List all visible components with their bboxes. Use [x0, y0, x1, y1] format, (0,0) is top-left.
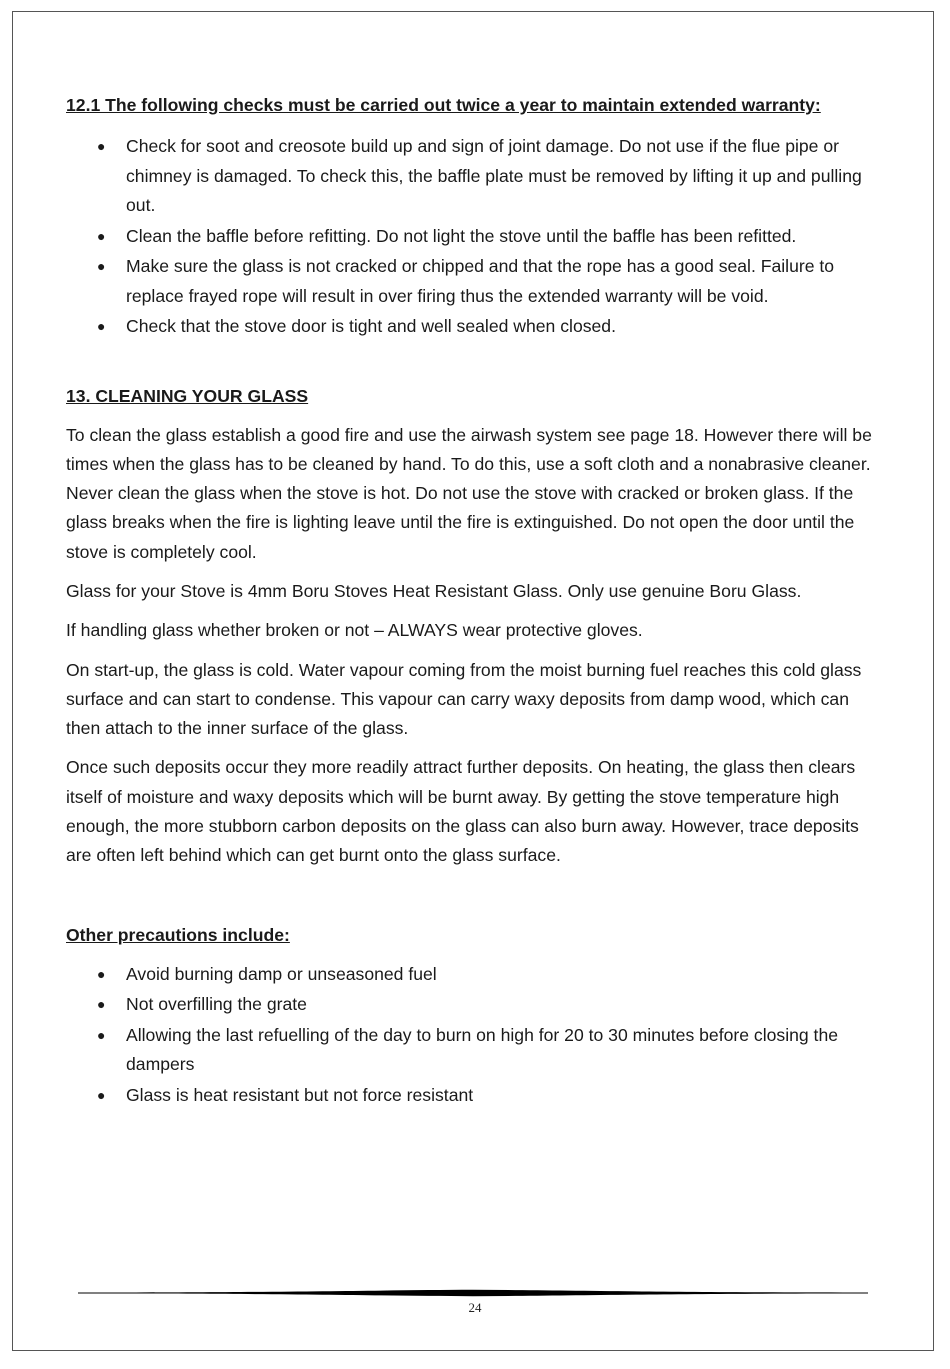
- warranty-checks-list: [66, 132, 881, 342]
- list-item: [66, 990, 881, 1020]
- paragraph: On start-up, the glass is cold. Water vapour coming from the moist burning fuel reaches this cold glass surface and can start to condense. This vapour can carry waxy deposits from damp wood, which can then attach to the inner surface of the glass.: [66, 659, 862, 739]
- precautions-heading: Other precautions include:: [66, 924, 290, 945]
- document-body: [66, 91, 881, 1111]
- section-12-1-heading: 12.1 The following checks must be carried out twice a year to maintain extended warranty:: [66, 95, 821, 115]
- list-item: [66, 252, 881, 311]
- paragraph: If handling glass whether broken or not – ALWAYS wear protective gloves.: [66, 620, 643, 641]
- paragraph: To clean the glass establish a good fire and use the airwash system see page 18. However there will be times when the glass has to be cleaned by hand. To do this, use a soft cloth and a nonabrasive cleaner. Never clean the glass when the stove is hot. Do not use the stove with cracked or broken glass. If the glass breaks when the fire is lighting leave until the fire is extinguished. Do not open the door until the stove is completely cool.: [66, 424, 872, 562]
- list-item-text: Glass is heat resistant but not force resistant: [126, 1084, 474, 1105]
- list-item: [66, 1081, 881, 1111]
- list-item-text: Make sure the glass is not cracked or chipped and that the rope has a good seal. Failure to replace frayed rope will result in over firing thus the extended warranty will be void.: [126, 256, 835, 306]
- bullet-icon: ●: [97, 1026, 106, 1043]
- bullet-icon: ●: [97, 227, 106, 244]
- list-item: [66, 1021, 881, 1080]
- list-item: [66, 132, 881, 221]
- bullet-icon: ●: [97, 965, 106, 982]
- page-number: 24: [468, 1300, 482, 1315]
- list-item-text: Allowing the last refuelling of the day to burn on high for 20 to 30 minutes before closing the dampers: [126, 1024, 839, 1075]
- list-item: [66, 960, 881, 990]
- bullet-icon: ●: [97, 996, 106, 1013]
- list-item: [66, 222, 881, 252]
- bullet-icon: ●: [97, 318, 106, 334]
- footer-divider: [78, 1288, 868, 1298]
- list-item: [66, 312, 881, 342]
- bullet-icon: ●: [97, 1086, 106, 1103]
- list-item-text: Check for soot and creosote build up and sign of joint damage. Do not use if the flue pipe or chimney is damaged. To check this, the baffle plate must be removed by lifting it up and pulling out.: [126, 136, 862, 215]
- list-item-text: Clean the baffle before refitting. Do not light the stove until the baffle has been refitted.: [126, 225, 797, 246]
- bullet-icon: ●: [97, 138, 106, 154]
- precautions-list: [66, 960, 881, 1111]
- list-item-text: Avoid burning damp or unseasoned fuel: [126, 963, 437, 984]
- bullet-icon: ●: [97, 258, 106, 274]
- paragraph: Once such deposits occur they more readily attract further deposits. On heating, the glass then clears itself of moisture and waxy deposits which will be burnt away. By getting the stove temperature high enough, the more stubborn carbon deposits on the glass can also burn away. However, trace deposits are often left behind which can get burnt onto the glass surface.: [66, 757, 859, 866]
- section-13-heading: 13. CLEANING YOUR GLASS: [66, 385, 309, 406]
- list-item-text: Not overfilling the grate: [126, 994, 307, 1015]
- list-item-text: Check that the stove door is tight and well sealed when closed.: [126, 316, 616, 336]
- paragraph: Glass for your Stove is 4mm Boru Stoves Heat Resistant Glass. Only use genuine Boru Glass.: [66, 580, 802, 601]
